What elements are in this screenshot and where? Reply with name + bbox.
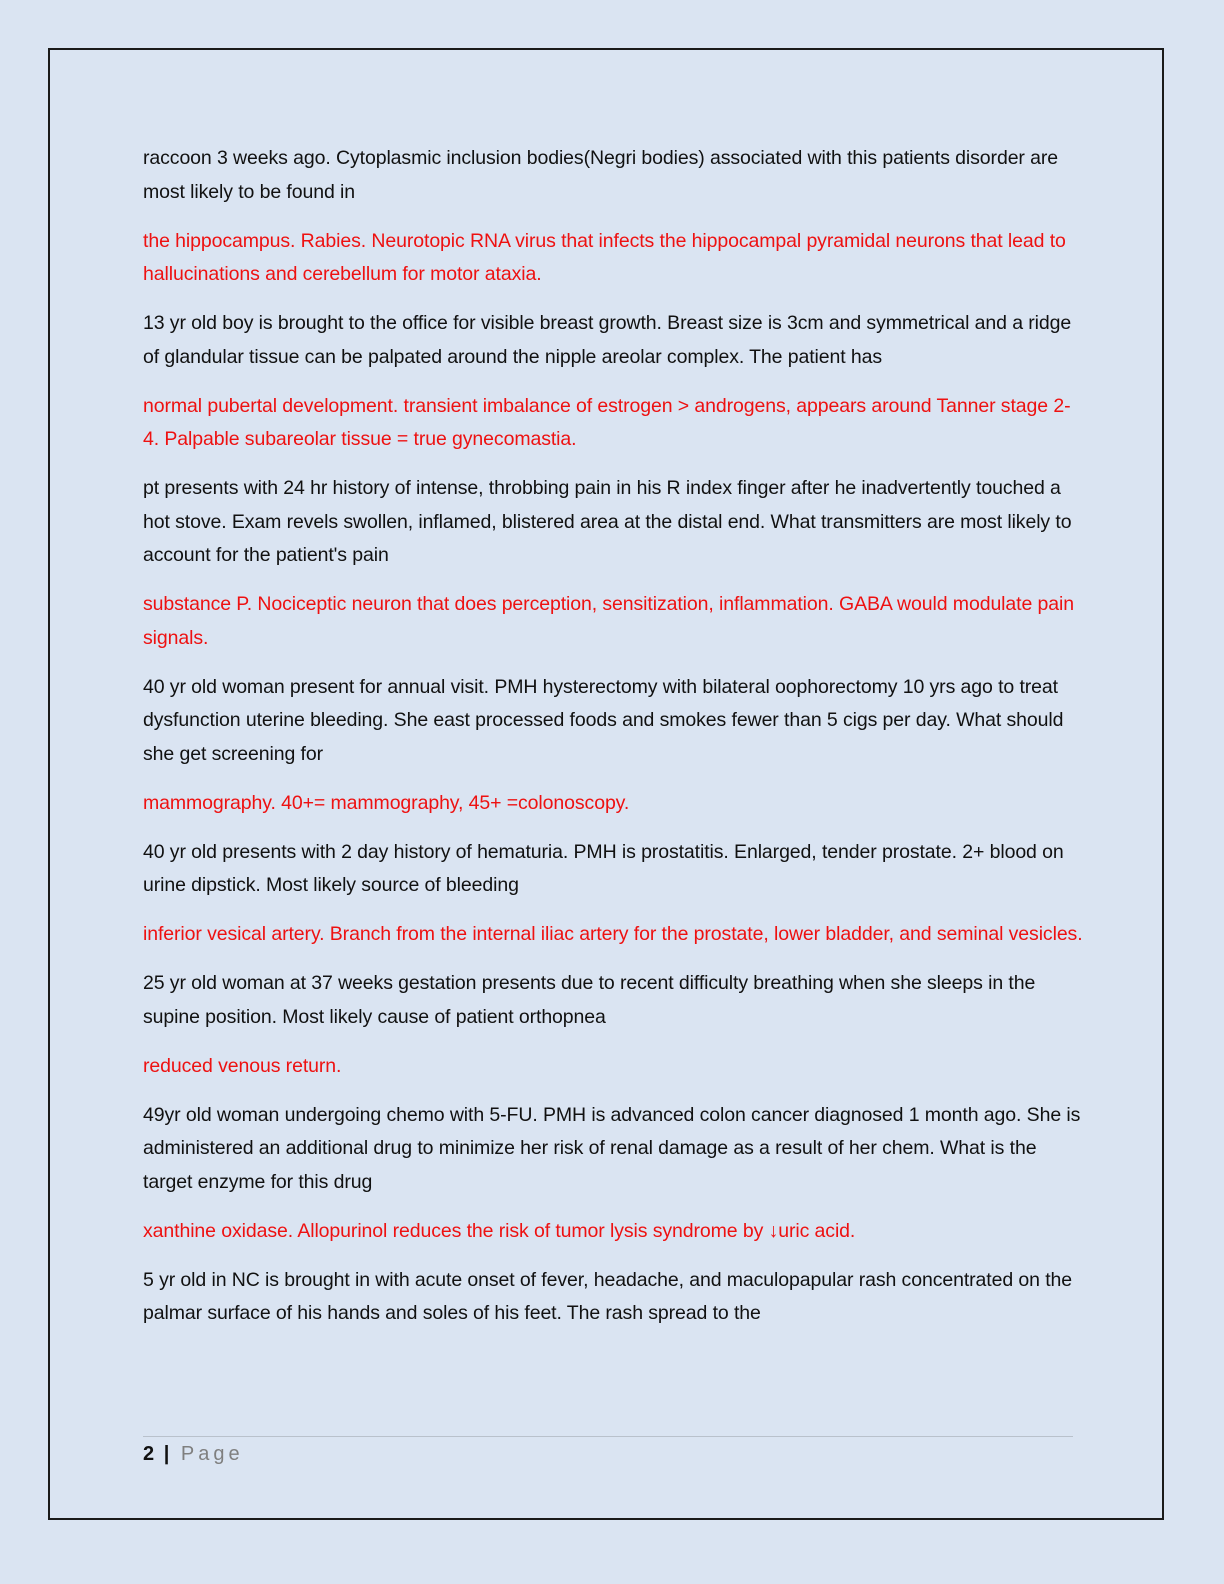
answer-paragraph: the hippocampus. Rabies. Neurotopic RNA virus that infects the hippocampal pyramidal neurons that lead to hallucinations and cerebellum for motor ataxia. <box>143 229 1066 285</box>
page-number: 2 <box>143 1443 155 1465</box>
question-paragraph: pt presents with 24 hr history of intense, throbbing pain in his R index finger after he inadvertently touched a hot stove. Exam revels swollen, inflamed, blistered area at the distal end. What transmitters are most likely to account for the patient's pain <box>143 477 1072 566</box>
footer-separator: | <box>163 1443 170 1465</box>
answer-paragraph: substance P. Nociceptic neuron that does perception, sensitization, inflammation. GABA would modulate pain signals. <box>143 593 1075 649</box>
footer-divider <box>143 1436 1073 1437</box>
page-footer <box>143 1439 244 1469</box>
question-paragraph: 13 yr old boy is brought to the office for visible breast growth. Breast size is 3cm and symmetrical and a ridge of glandular tissue can be palpated around the nipple areolar complex. The patient has <box>143 312 1072 368</box>
answer-paragraph: mammography. 40+= mammography, 45+ =colonoscopy. <box>143 791 630 814</box>
question-paragraph: 40 yr old presents with 2 day history of hematuria. PMH is prostatitis. Enlarged, tender prostate. 2+ blood on urine dipstick. Most likely source of bleeding <box>143 840 1064 896</box>
document-body <box>143 142 1083 1346</box>
question-paragraph: 40 yr old woman present for annual visit. PMH hysterectomy with bilateral oophorectomy 10 yrs ago to treat dysfunction uterine bleeding. She east processed foods and smokes fewer than 5 cigs per day. What should she get screening for <box>143 675 1064 765</box>
question-paragraph: 25 yr old woman at 37 weeks gestation presents due to recent difficulty breathing when she sleeps in the supine position. Most likely cause of patient orthopnea <box>143 972 1036 1028</box>
answer-paragraph: normal pubertal development. transient imbalance of estrogen > androgens, appears around Tanner stage 2-4. Palpable subareolar tissue = true gynecomastia. <box>143 394 1071 450</box>
page-label: Page <box>180 1443 244 1465</box>
answer-paragraph: xanthine oxidase. Allopurinol reduces the risk of tumor lysis syndrome by ↓uric acid. <box>143 1219 856 1242</box>
question-paragraph: raccoon 3 weeks ago. Cytoplasmic inclusion bodies(Negri bodies) associated with this patients disorder are most likely to be found in <box>143 147 1059 203</box>
answer-paragraph: inferior vesical artery. Branch from the internal iliac artery for the prostate, lower bladder, and seminal vesicles. <box>143 923 1083 945</box>
question-paragraph: 49yr old woman undergoing chemo with 5-FU. PMH is advanced colon cancer diagnosed 1 month ago. She is administered an additional drug to minimize her risk of renal damage as a result of her chem. What is the target enzyme for this drug <box>143 1103 1081 1193</box>
question-paragraph: 5 yr old in NC is brought in with acute onset of fever, headache, and maculopapular rash concentrated on the palmar surface of his hands and soles of his feet. The rash spread to the <box>143 1268 1073 1324</box>
answer-paragraph: reduced venous return. <box>143 1054 342 1077</box>
